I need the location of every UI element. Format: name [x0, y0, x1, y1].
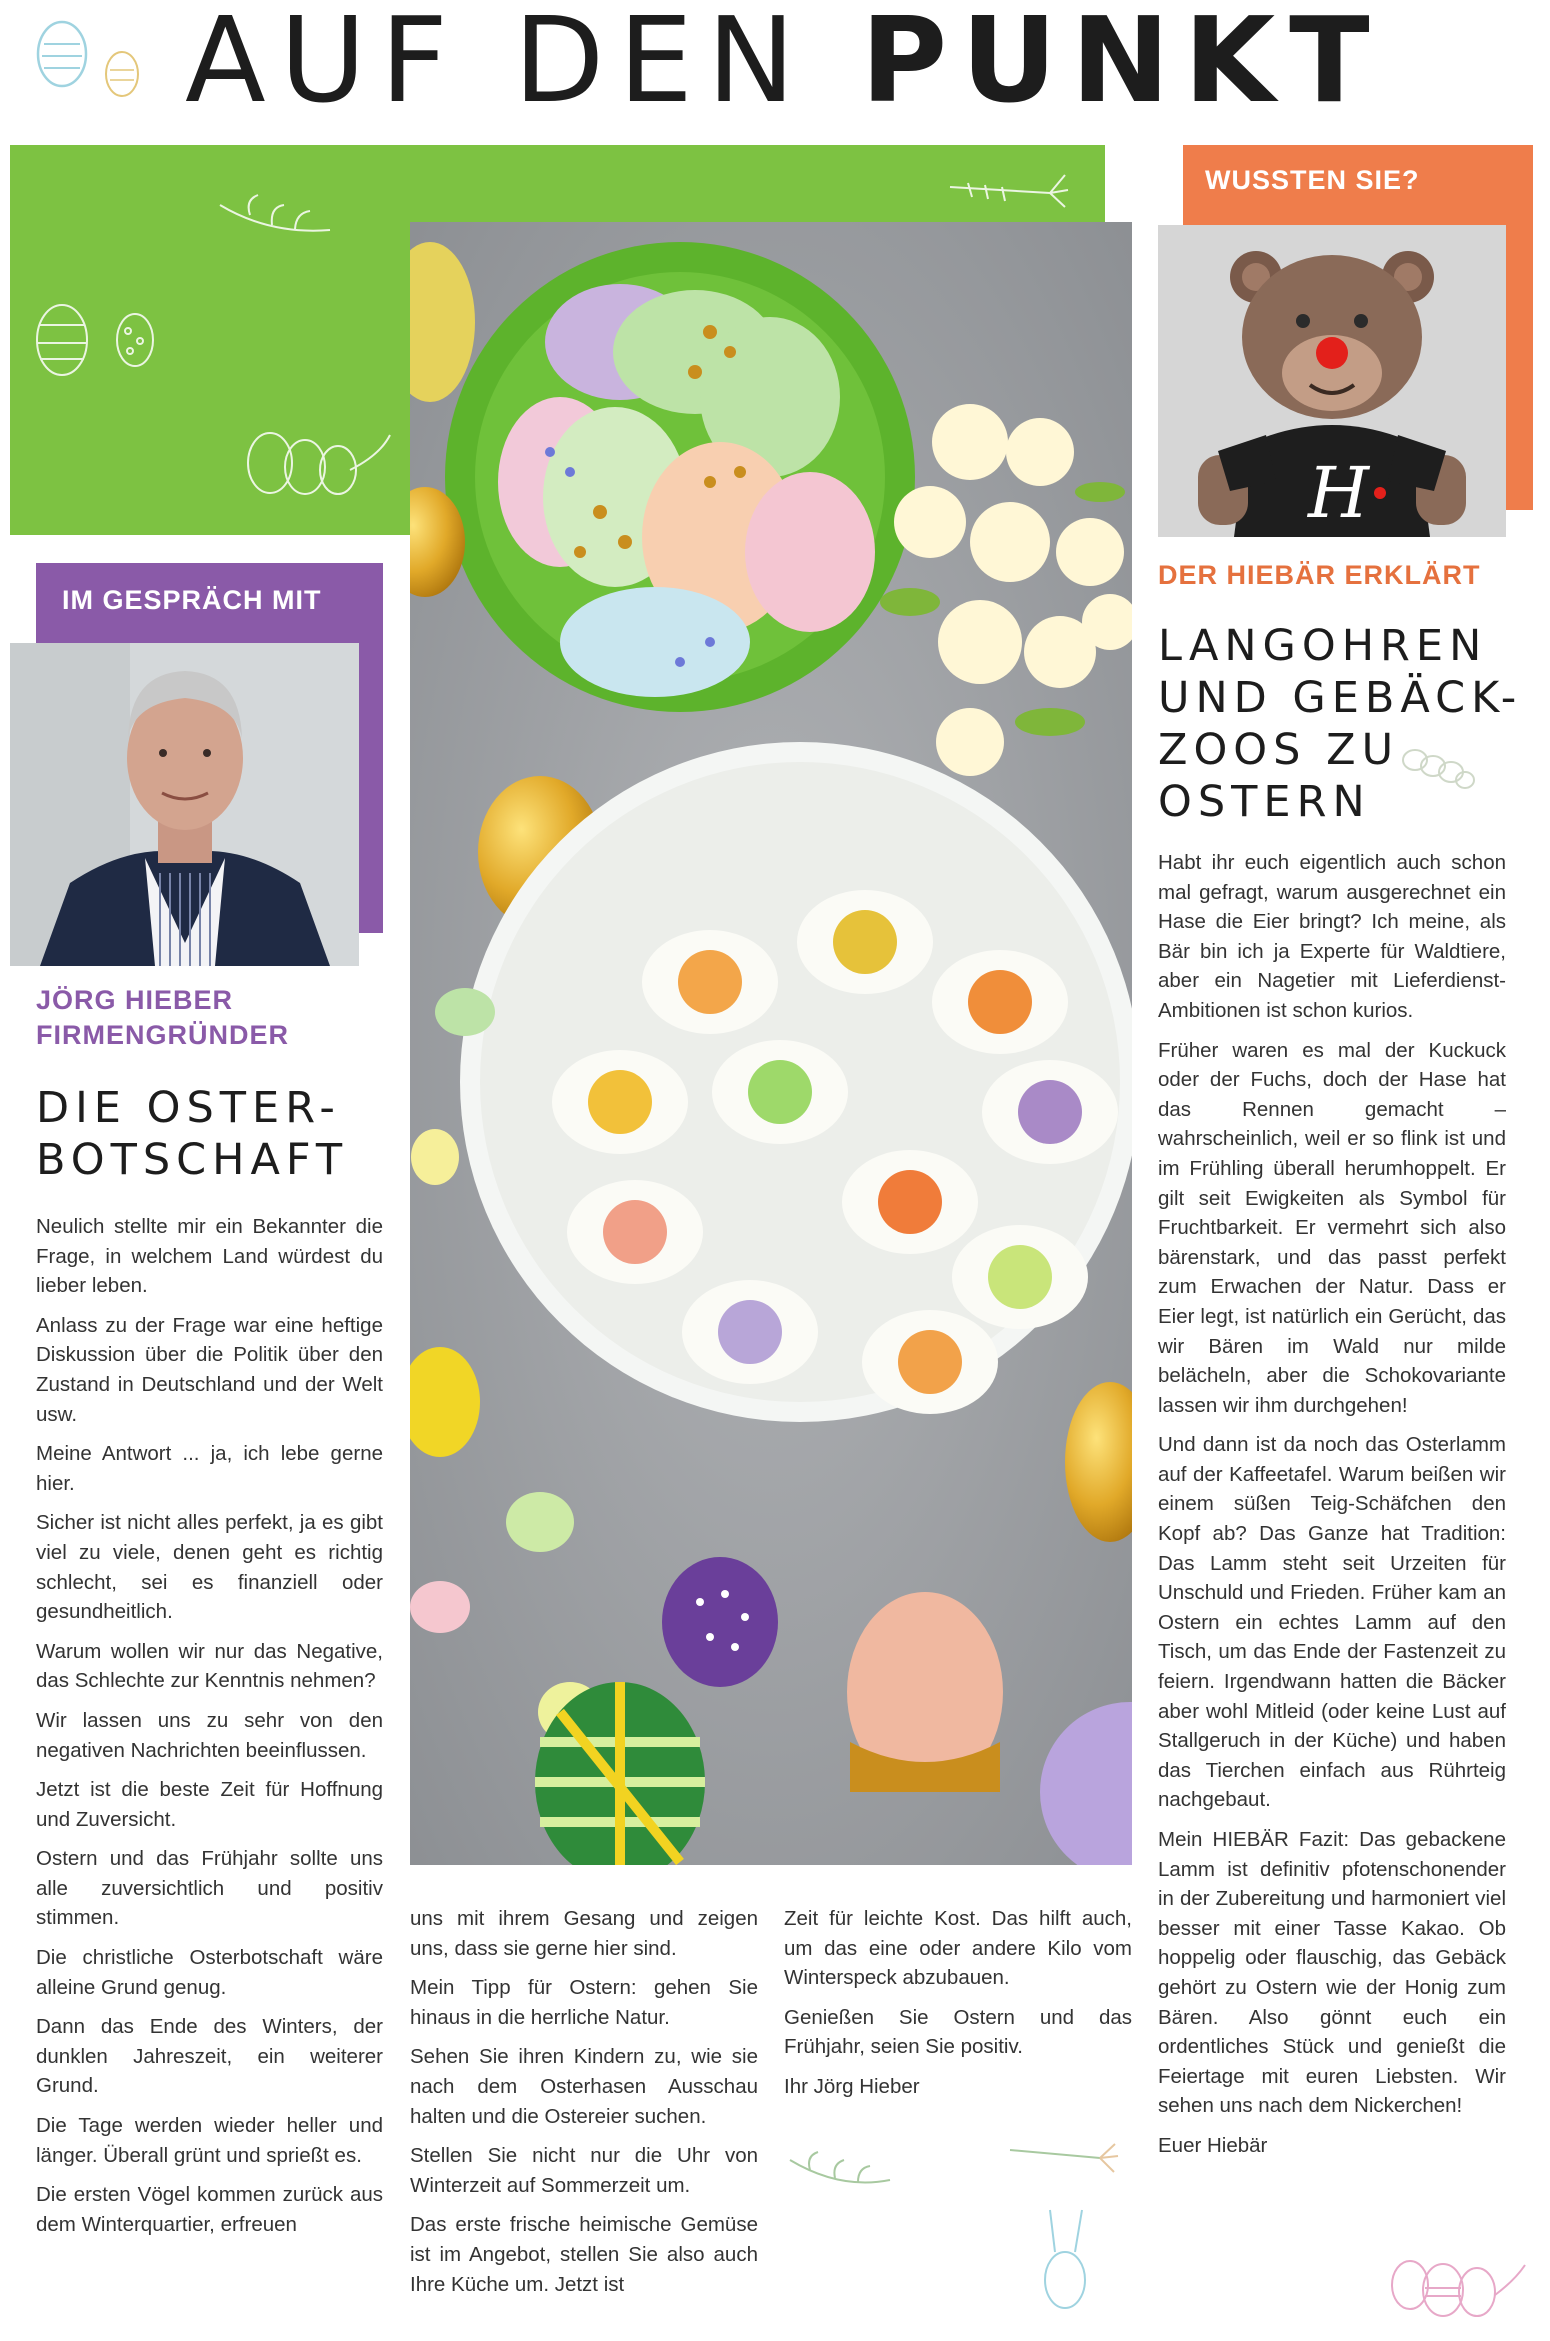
right-headline-line2: UND GEBÄCK-	[1158, 673, 1523, 723]
left-headline-line2: BOTSCHAFT	[36, 1135, 349, 1185]
paragraph: Sehen Sie ihren Kindern zu, wie sie nach dem Osterhasen Ausschau halten und die Ostereier suchen.	[410, 2045, 758, 2128]
paragraph: Die christliche Osterbotschaft wäre alleine Grund genug.	[36, 1946, 383, 1999]
title-bold: PUNKT	[860, 0, 1384, 129]
wussten-sie-label: WUSSTEN SIE?	[1205, 165, 1420, 195]
left-headline-line1: DIE OSTER-	[36, 1083, 341, 1133]
interview-label: IM GESPRÄCH MIT	[62, 585, 322, 615]
person-portrait-icon	[10, 643, 359, 966]
eggs-doodle-icon	[1385, 2240, 1535, 2330]
page-title	[185, 0, 1384, 129]
paragraph: Die Tage werden wieder heller und länger. Überall grünt und sprießt es.	[36, 2114, 383, 2167]
right-column-text	[1158, 848, 1506, 2171]
paragraph: Die ersten Vögel kommen zurück aus dem Winterquartier, erfreuen	[36, 2183, 383, 2236]
easter-table-photo-icon	[410, 222, 1132, 1865]
paragraph: Genießen Sie Ostern und das Frühjahr, seien Sie positiv.	[784, 2005, 1132, 2059]
paragraph: uns mit ihrem Gesang und zeigen uns, dass sie gerne hier sind.	[410, 1907, 758, 1960]
svg-text:H: H	[1308, 452, 1370, 534]
paragraph: Sicher ist nicht alles perfekt, ja es gibt viel zu viele, denen geht es richtig schlecht, sei es finanziell oder gesundheitlich.	[36, 1511, 383, 1624]
right-headline-line1: LANGOHREN	[1158, 621, 1488, 671]
paragraph: Habt ihr euch eigentlich auch schon mal gefragt, warum ausgerechnet ein Hase die Eier bringt? Ich meine, als Bär bin ich ja Experte für Waldtiere, aber ein Nagetier mit Lieferdienst-Ambitionen ist schon kurios.	[1158, 851, 1506, 1022]
paragraph: Mein Tipp für Ostern: gehen Sie hinaus in die herrliche Natur.	[410, 1976, 758, 2029]
bread-braid-doodle-icon	[1400, 740, 1475, 800]
paragraph: Jetzt ist die beste Zeit für Hoffnung und Zuversicht.	[36, 1778, 383, 1831]
paragraph: Neulich stellte mir ein Bekannter die Frage, in welchem Land würdest du lieber leben.	[36, 1215, 383, 1298]
paragraph: Ostern und das Frühjahr sollte uns alle zuversichtlich und positiv stimmen.	[36, 1847, 383, 1930]
paragraph: Wir lassen uns zu sehr von den negativen Nachrichten beeinflussen.	[36, 1708, 383, 1762]
egg-doodle-icon	[30, 14, 150, 104]
right-headline-line3: ZOOS ZU	[1158, 725, 1400, 775]
paragraph: Früher waren es mal der Kuckuck oder der Fuchs, doch der Hase hat das Rennen gemacht – wahrscheinlich, weil er so flink ist und im Frühling überall herumhoppelt. Er gilt seit Ewigkeiten als Symbol für Fruchtbarkeit. Er vermehrt sich also bärenstark, und das passt perfekt zum Erwachen der Natur. Dass er Eier legt, ist natürlich ein Gerücht, das wir Bären im Wald nur milde belächeln, aber die Schokovariante lassen wir ihm durchgehen!	[1158, 1038, 1506, 1417]
paragraph: Warum wollen wir nur das Negative, das Schlechte zur Kenntnis nehmen?	[36, 1639, 383, 1693]
signature: Ihr Jörg Hieber	[784, 2074, 920, 2098]
right-subheading: DER HIEBÄR ERKLÄRT	[1158, 560, 1481, 590]
person-role: FIRMENGRÜNDER	[36, 1020, 289, 1050]
bear-mascot-icon	[1158, 225, 1506, 537]
carrot-rabbit-doodle-icon	[780, 2130, 1120, 2320]
paragraph: Anlass zu der Frage war eine heftige Diskussion über die Politik über den Zustand in Deutschland und der Welt usw.	[36, 1313, 383, 1426]
masthead	[0, 0, 1550, 130]
third-column-text	[784, 1904, 1132, 2112]
paragraph: Dann das Ende des Winters, der dunklen Jahreszeit, ein weiterer Grund.	[36, 2015, 383, 2098]
paragraph: Und dann ist da noch das Osterlamm auf der Kaffeetafel. Warum beißen wir einem süßen Teig-Schäfchen den Kopf ab? Das Ganze hat Tradition: Das Lamm steht seit Urzeiten für Unschuld und Frieden. Früher kam an Ostern ein echtes Lamm auf den Tisch, um das Ende der Fastenzeit zu feiern. Irgendwann hatten die Bäcker aber wohl Mitleid (oder keine Lust auf Stallgeruch in der Küche) und haben das Tierchen einfach aus Rührteig nachgebaut.	[1158, 1433, 1506, 1812]
paragraph: Das erste frische heimische Gemüse ist im Angebot, stellen Sie also auch Ihre Küche um. Jetzt ist	[410, 2213, 758, 2296]
right-headline-line4: OSTERN	[1158, 777, 1371, 827]
signature: Euer Hiebär	[1158, 2133, 1268, 2157]
portrait-photo	[10, 643, 359, 966]
paragraph: Zeit für leichte Kost. Das hilft auch, um das eine oder andere Kilo vom Winterspeck abzubauen.	[784, 1907, 1132, 1990]
easter-eggs-photo	[410, 222, 1132, 1865]
person-name: JÖRG HIEBER	[36, 985, 234, 1015]
left-headline	[36, 1082, 348, 1186]
hiebaer-mascot-panel	[1158, 225, 1506, 537]
paragraph: Meine Antwort ... ja, ich lebe gerne hier.	[36, 1442, 383, 1495]
title-light: AUF DEN	[185, 0, 810, 129]
middle-column-text	[410, 1904, 758, 2309]
paragraph: Stellen Sie nicht nur die Uhr von Winterzeit auf Sommerzeit um.	[410, 2144, 758, 2197]
paragraph: Mein HIEBÄR Fazit: Das gebackene Lamm ist definitiv pfotenschonender in der Zubereitung und harmoniert viel besser mit einer Tasse Kakao. Ob hoppelig oder flauschig, das Gebäck gehört zu Ostern wie der Honig zum Bären. Also gönnt euch ein ordentliches Stück und genießt die Feiertage mit euren Liebsten. Wir sehen uns nach dem Nickerchen!	[1158, 1828, 1506, 2118]
left-column-text	[36, 1212, 383, 2249]
